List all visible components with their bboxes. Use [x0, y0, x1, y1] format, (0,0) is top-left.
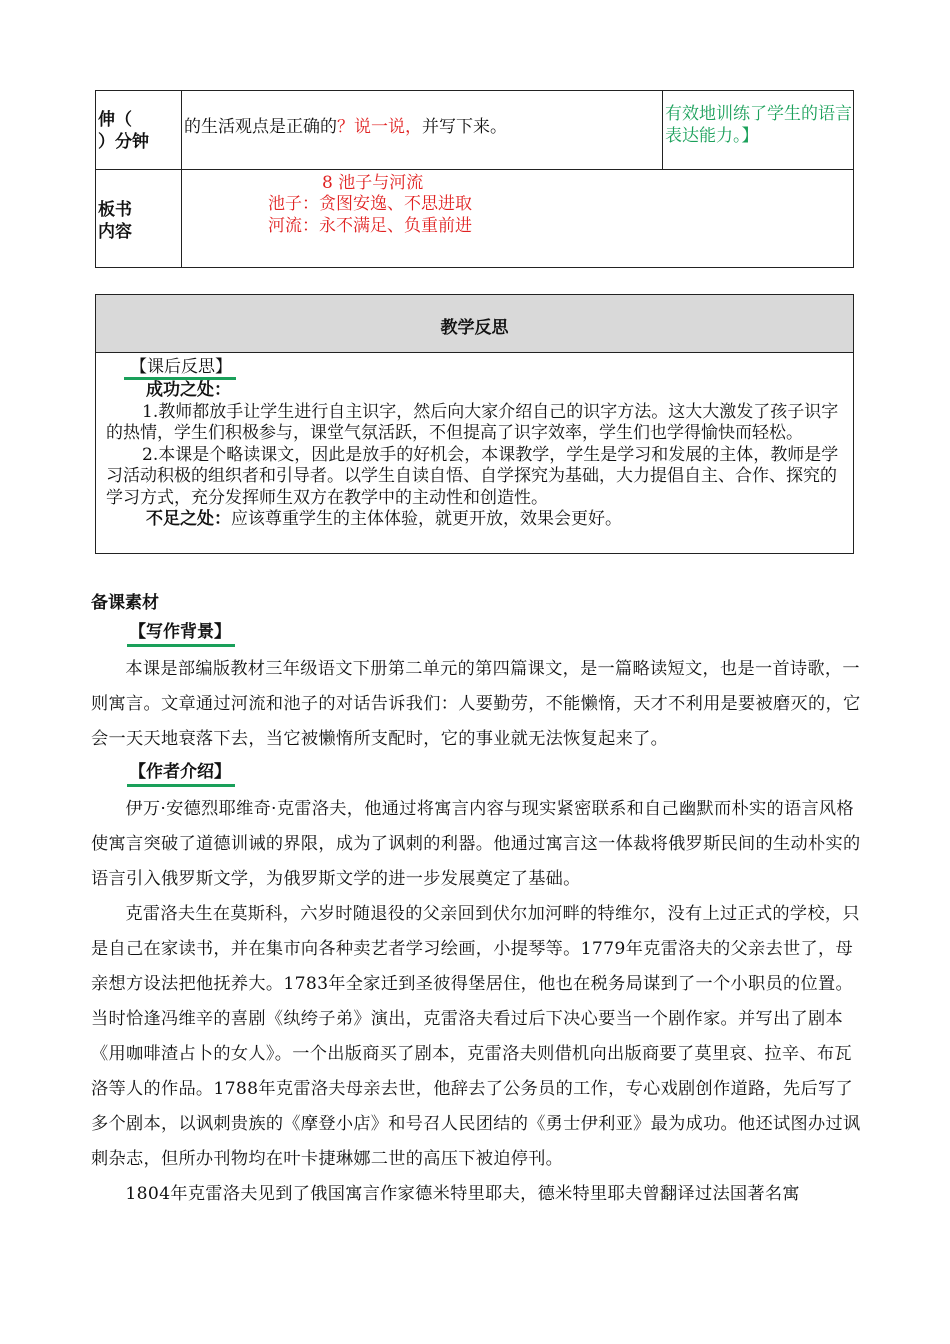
reflection-p2: 2.本课是个略读课文，因此是放手的好机会，本课教学，学生是学习和发展的主体，教师是学习活动积极的组织者和引导者。以学生自读自悟、自学探究为基础，大力提倡自主、合作、探究的学习方式，充分发挥师生双方在教学中的主动性和创造性。 — [106, 444, 839, 508]
row-label-extension: 伸（ ）分钟 — [98, 110, 149, 152]
reflection-table — [95, 294, 854, 554]
writing-background-tag: 【写作背景】 — [127, 620, 235, 647]
background-section — [91, 652, 861, 757]
content-text-red: ？说一说， — [337, 117, 422, 137]
materials-title: 备课素材 — [91, 593, 159, 613]
author-intro-tag: 【作者介绍】 — [127, 760, 235, 787]
row-content-extension — [184, 115, 507, 139]
author-paragraph-3: 1804年克雷洛夫见到了俄国寓言作家德米特里耶夫，德米特里耶夫曾翻译过法国著名寓 — [125, 1184, 800, 1204]
author-section — [91, 792, 861, 1212]
blackboard-title: 8 池子与河流 — [322, 173, 424, 193]
blackboard-line-river: 河流：永不满足、负重前进 — [268, 216, 472, 236]
reflection-body — [106, 357, 847, 531]
blackboard-line-pond: 池子：贪图安逸、不思进取 — [268, 194, 472, 214]
shortfall-text: 应该尊重学生的主体体验，就更开放，效果会更好。 — [231, 509, 622, 529]
table-divider — [181, 91, 182, 267]
shortfall-line — [106, 509, 847, 531]
author-paragraph-1: 伊万·安德烈耶维奇·克雷洛夫，他通过将寓言内容与现实紧密联系和自己幽默而朴实的语言风格使寓言突破了道德训诫的界限，成为了讽刺的利器。他通过寓言这一体裁将俄罗斯民间的生动朴实的语言引入俄罗斯文学，为俄罗斯文学的进一步发展奠定了基础。 — [91, 799, 861, 889]
row-comment: 有效地训练了学生的语言表达能力。】 — [665, 104, 852, 146]
author-tag-wrap — [127, 760, 235, 787]
reflection-header — [96, 295, 853, 353]
bg-tag-wrap — [127, 620, 235, 647]
reflection-tag: 【课后反思】 — [124, 357, 236, 380]
content-text: 并写下来。 — [422, 117, 507, 137]
reflection-p1: 1.教师都放手让学生进行自主识字，然后向大家介绍自己的识字方法。这大大激发了孩子识字的热情，学生们积极参与，课堂气氛活跃，不但提高了识字效率，学生们也学得愉快而轻松。 — [106, 401, 839, 443]
lesson-table — [95, 90, 854, 268]
table-divider — [96, 169, 853, 170]
reflection-header-text: 教学反思 — [440, 318, 509, 338]
row-label-blackboard: 板书 内容 — [98, 200, 132, 242]
shortfall-label: 不足之处： — [146, 509, 231, 529]
table-divider — [662, 91, 663, 169]
content-text: 的生活观点是正确的 — [184, 117, 337, 137]
success-label: 成功之处： — [146, 380, 231, 400]
background-text: 本课是部编版教材三年级语文下册第二单元的第四篇课文，是一篇略读短文，也是一首诗歌，一则寓言。文章通过河流和池子的对话告诉我们：人要勤劳，不能懒惰，天才不利用是要被磨灭的，它会一天天地衰落下去，当它被懒惰所支配时，它的事业就无法恢复起来了。 — [91, 659, 861, 749]
author-paragraph-2: 克雷洛夫生在莫斯科，六岁时随退役的父亲回到伏尔加河畔的特维尔，没有上过正式的学校，只是自己在家读书，并在集市向各种卖艺者学习绘画，小提琴等。1779年克雷洛夫的父亲去世了，母亲想方设法把他抚养大。1783年全家迁到圣彼得堡居住，他也在税务局谋到了一个小职员的位置。当时恰逢冯维辛的喜剧《纨绔子弟》演出，克雷洛夫看过后下决心要当一个剧作家。并写出了剧本《用咖啡渣占卜的女人》。一个出版商买了剧本，克雷洛夫则借机向出版商要了莫里哀、拉辛、布瓦洛等人的作品。1788年克雷洛夫母亲去世，他辞去了公务员的工作，专心戏剧创作道路，先后写了多个剧本，以讽刺贵族的《摩登小店》和号召人民团结的《勇士伊利亚》最为成功。他还试图办过讽刺杂志，但所办刊物均在叶卡捷琳娜二世的高压下被迫停刊。 — [91, 904, 861, 1169]
